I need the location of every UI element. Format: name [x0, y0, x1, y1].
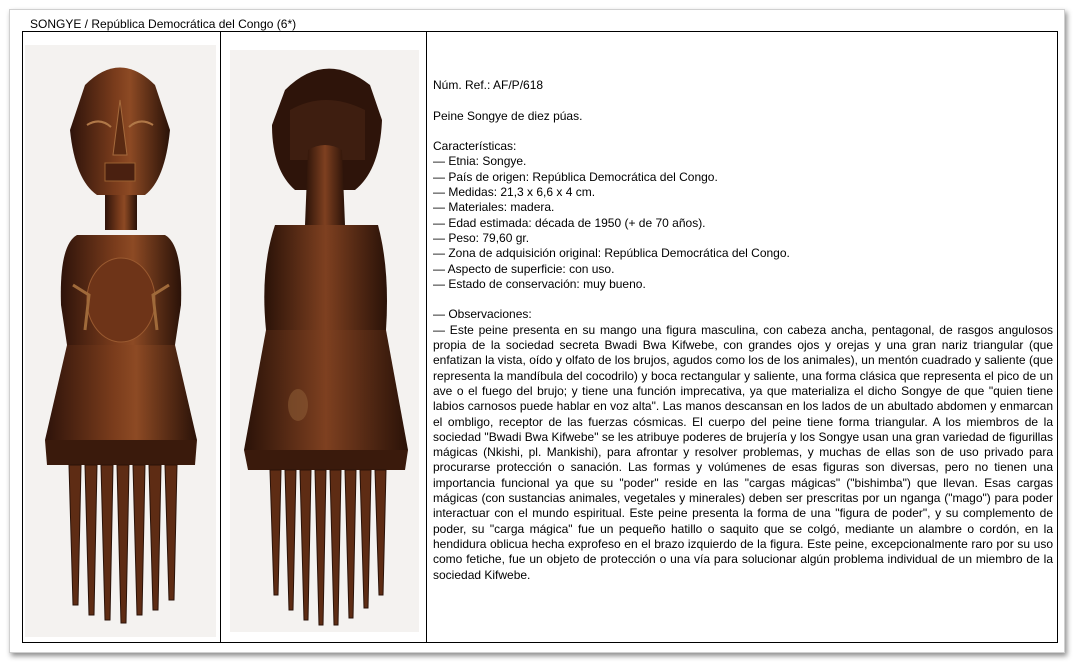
- comb-back-image: [230, 50, 419, 632]
- feature-item: — Aspecto de superficie: con uso.: [433, 261, 615, 276]
- summary: Peine Songye de diez púas.: [433, 108, 583, 123]
- feature-item: — País de origen: República Democrática del Congo.: [433, 169, 718, 184]
- comb-front-image: [25, 45, 216, 637]
- reference-number: Núm. Ref.: AF/P/618: [433, 78, 544, 92]
- document-sheet: [9, 9, 1065, 653]
- page-title: SONGYE / República Democrática del Congo (6*): [30, 17, 297, 31]
- feature-item: — Zona de adquisición original: República Democrática del Congo.: [433, 246, 790, 261]
- description-cell: [427, 32, 1057, 642]
- comb-back-photo: [230, 50, 419, 632]
- observations-text: — Este peine presenta en su mango una figura masculina, con cabeza ancha, pentagonal, de rasgos angulosos propia de la sociedad secreta Bwadi Bwa Kifwebe, con grandes ojos y orejas y una gran nariz triangular (que enfatizan la vista, oído y olfato de los brujos, agudos como los de los animales), un mentón cuadrado y saliente (que representa la mandíbula del cocodrilo) y boca rectangular y saliente, una forma clásica que representa el pico de un ave o el fuego del brujo; y tiene una función imprecativa, ya que materializa el dicho Songye de que "quien tiene labios carnosos puede hablar en voz alta". Las manos descansan en los lados de un abultado abdomen y enmarcan el ombligo, receptor de las fuerzas cósmicas. El cuerpo del peine tiene forma triangular. A los miembros de la sociedad "Bwadi Bwa Kifwebe" se les atribuye poderes de brujería y los Songye usan una gran variedad de figurillas mágicas (Nkishi, pl. Mankishi), para afrontar y resolver problemas, y muchas de ellas son de uso privado para procurarse protección o sanación. Las formas y volúmenes de esas figuras son diversas, pero no tienen una importancia funcional ya que su "poder" reside en las "cargas mágicas" ("bishimba") que llevan. Esas cargas mágicas (con sustancias animales, vegetales y minerales) deben ser prescritas por un nganga ("mago") para poder interactuar con el mundo espiritual. Este peine presenta la forma de una "figura de poder", y su complemento de poder, su "carga mágica" fue un pequeño hatillo o saquito que se colgó, mediante un alambre o cordón, en la hendidura oblicua hecha exprofeso en el brazo izquierdo de la figura. Este peine, excepcionalmente raro por su uso como fetiche, fue un objeto de protección o una vía para solucionar algún problema individual de un miembro de la sociedad Kifwebe.: [433, 322, 1053, 582]
- feature-item: — Etnia: Songye.: [433, 154, 527, 169]
- feature-item: — Edad estimada: década de 1950 (+ de 70 años).: [433, 215, 706, 230]
- content-table: [22, 31, 1058, 643]
- front-photo-cell: [23, 32, 221, 642]
- features-title: Características:: [433, 139, 517, 154]
- feature-item: — Estado de conservación: muy bueno.: [433, 276, 646, 291]
- description-text: [433, 78, 1053, 583]
- feature-item: — Peso: 79,60 gr.: [433, 230, 530, 245]
- comb-front-photo: [25, 45, 216, 637]
- observations-title: — Observaciones:: [433, 307, 532, 322]
- feature-item: — Medidas: 21,3 x 6,6 x 4 cm.: [433, 185, 596, 200]
- back-photo-cell: [221, 32, 427, 642]
- feature-item: — Materiales: madera.: [433, 200, 555, 215]
